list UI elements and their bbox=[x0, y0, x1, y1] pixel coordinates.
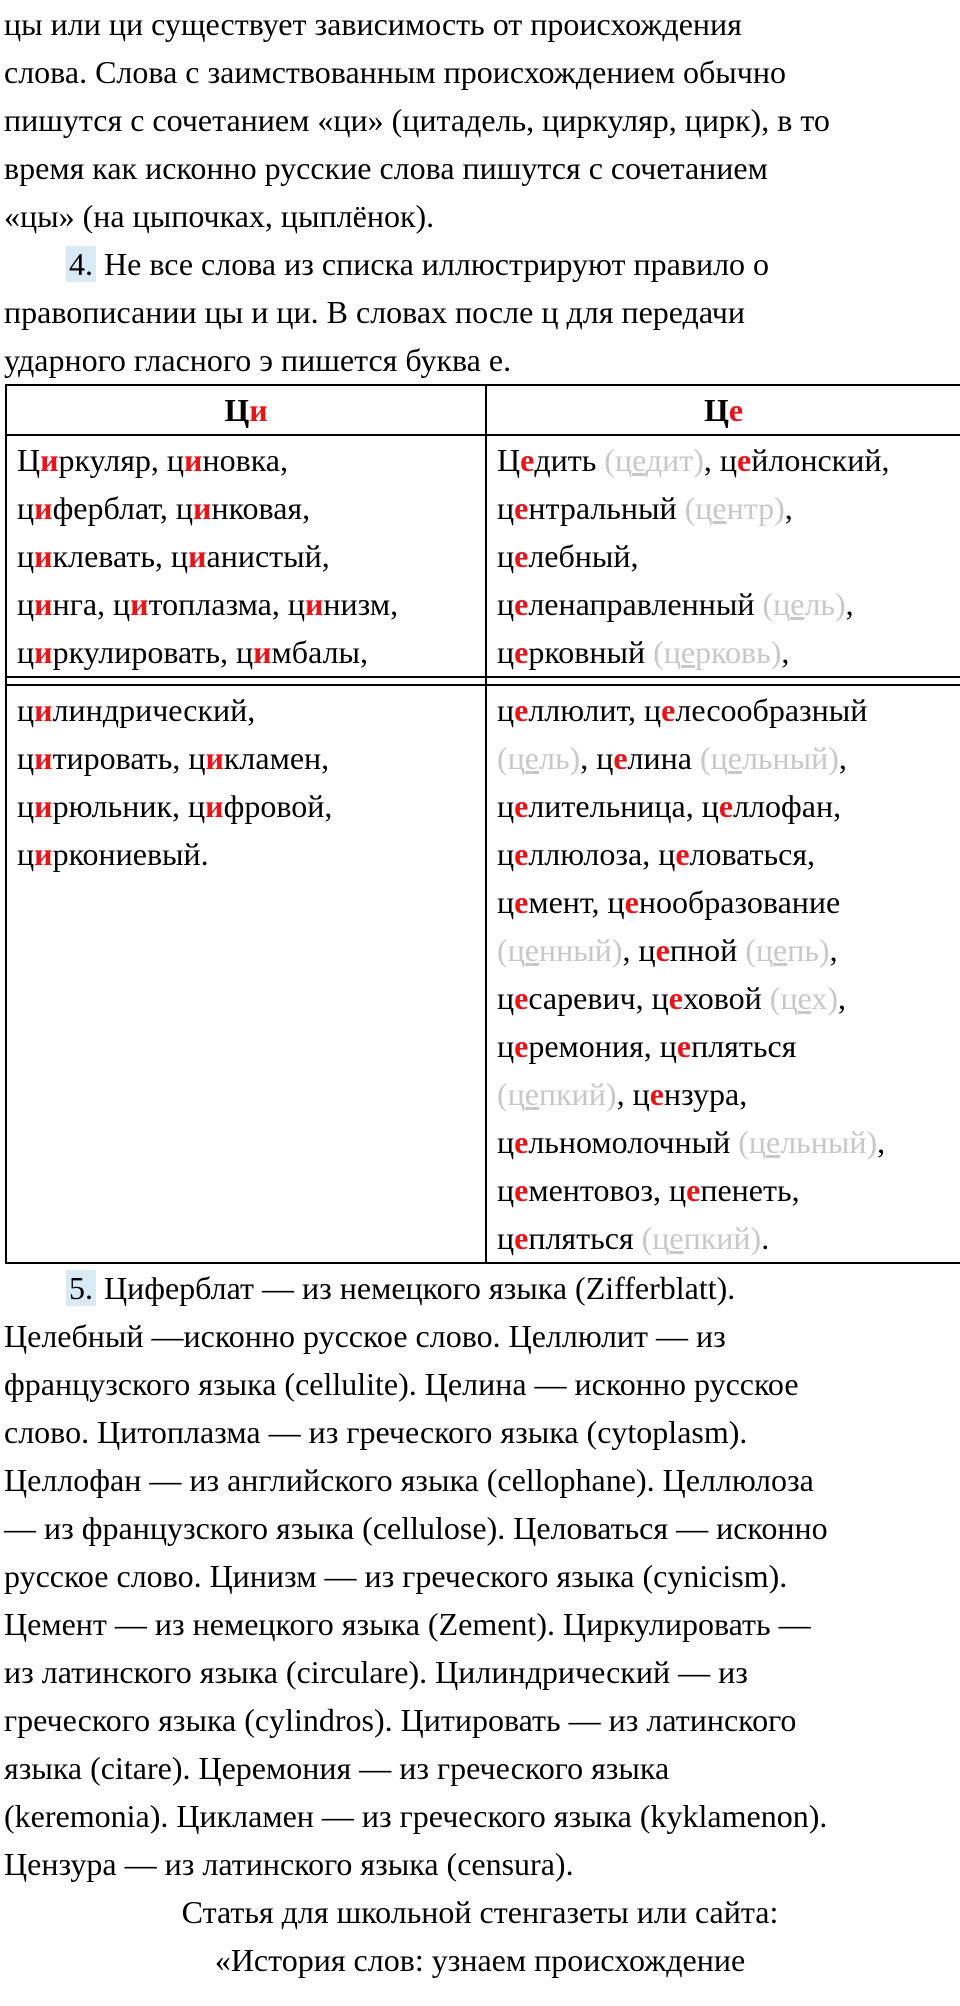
word-line bbox=[17, 686, 475, 734]
word-text: пляться bbox=[691, 1028, 797, 1064]
highlighted-vowel: е bbox=[520, 442, 535, 478]
word-line bbox=[497, 974, 950, 1022]
word-text: ц bbox=[497, 1172, 515, 1208]
word-text: ц bbox=[497, 980, 515, 1016]
highlighted-vowel: и bbox=[304, 586, 324, 622]
word-text: рюльник, ц bbox=[52, 788, 206, 824]
word-text: ловаться, bbox=[689, 836, 816, 872]
check-word: (ц bbox=[745, 932, 773, 968]
word-text: нга, ц bbox=[52, 586, 131, 622]
word-text: пенеть, bbox=[700, 1172, 800, 1208]
highlighted-vowel: е bbox=[514, 538, 529, 574]
check-word: (ц bbox=[769, 980, 798, 1016]
highlighted-vowel: и bbox=[34, 538, 53, 574]
word-line bbox=[497, 532, 950, 580]
word-text: лебный, bbox=[528, 538, 639, 574]
word-line bbox=[17, 734, 475, 782]
highlighted-vowel: и bbox=[34, 788, 53, 824]
check-word-vowel: е bbox=[790, 586, 805, 622]
word-line bbox=[497, 1070, 950, 1118]
highlighted-vowel: и bbox=[34, 836, 53, 872]
word-line bbox=[497, 1214, 950, 1262]
check-word: пкий) bbox=[538, 1076, 617, 1112]
check-word: (ц bbox=[684, 490, 713, 526]
check-word: льный) bbox=[741, 740, 839, 776]
highlighted-vowel: е bbox=[514, 1220, 529, 1256]
word-text: ц bbox=[497, 1220, 515, 1256]
highlighted-vowel: е bbox=[661, 692, 676, 728]
word-text: , ц bbox=[616, 1076, 650, 1112]
highlighted-vowel: е bbox=[655, 932, 670, 968]
intro-line: время как исконно русские слова пишутся с сочетанием bbox=[4, 150, 768, 186]
tsi-words-cell-1 bbox=[6, 435, 486, 677]
highlighted-vowel: е bbox=[514, 1172, 529, 1208]
check-word: нный) bbox=[538, 932, 623, 968]
intro-paragraph bbox=[4, 0, 956, 240]
word-text: нковая, bbox=[211, 490, 311, 526]
check-word-vowel: е bbox=[766, 1124, 781, 1160]
table-row bbox=[6, 435, 960, 677]
word-text: нообразование bbox=[638, 884, 841, 920]
word-text: лесообразный bbox=[675, 692, 868, 728]
check-word: (ц bbox=[497, 740, 525, 776]
word-text: топлазма, ц bbox=[148, 586, 305, 622]
word-text: ц bbox=[497, 884, 515, 920]
word-line bbox=[497, 830, 950, 878]
highlighted-vowel: и bbox=[130, 586, 149, 622]
highlighted-vowel: и bbox=[34, 634, 53, 670]
task-4-continuation bbox=[4, 288, 956, 384]
word-line bbox=[497, 878, 950, 926]
word-text: льномолочный bbox=[528, 1124, 739, 1160]
word-text: линдрический, bbox=[52, 692, 256, 728]
task-5-line: языка (citare). Церемония — из греческого языка bbox=[4, 1750, 670, 1786]
word-text: лина bbox=[627, 740, 700, 776]
tse-words-cell-2 bbox=[486, 685, 960, 1263]
word-line bbox=[17, 830, 475, 878]
task-5-continuation bbox=[4, 1312, 956, 1888]
table-gap bbox=[6, 677, 960, 685]
word-text: ц bbox=[17, 586, 35, 622]
word-text: ремония, ц bbox=[528, 1028, 677, 1064]
word-text: ленаправленный bbox=[528, 586, 763, 622]
check-word: (ц bbox=[497, 1076, 525, 1112]
highlighted-vowel: е bbox=[514, 836, 529, 872]
word-line bbox=[497, 782, 950, 830]
intro-line: цы или ци существует зависимость от происхождения bbox=[4, 6, 742, 42]
tse-words-cell-1 bbox=[486, 435, 960, 677]
check-word: (ц bbox=[641, 1220, 670, 1256]
word-text: , ц bbox=[622, 932, 656, 968]
task-5-number: 5. bbox=[66, 1270, 96, 1306]
highlighted-vowel: е bbox=[514, 884, 529, 920]
word-text: пляться bbox=[528, 1220, 642, 1256]
highlighted-vowel: и bbox=[253, 634, 272, 670]
word-text: , bbox=[845, 586, 854, 622]
word-text: пной bbox=[669, 932, 746, 968]
task-4-number: 4. bbox=[66, 246, 96, 282]
word-text: ц bbox=[497, 538, 515, 574]
highlighted-vowel: е bbox=[514, 788, 529, 824]
task-5-line: французского языка (cellulite). Целина — исконно русское bbox=[4, 1366, 799, 1402]
word-line bbox=[497, 1166, 950, 1214]
check-word: льный) bbox=[780, 1124, 878, 1160]
word-line bbox=[497, 436, 950, 484]
table-header-row bbox=[6, 385, 960, 435]
header-tsi: Ци bbox=[6, 385, 486, 435]
task-5-line: слово. Цитоплазма — из греческого языка (cytoplasm). bbox=[4, 1414, 748, 1450]
highlighted-vowel: е bbox=[514, 586, 529, 622]
check-word: (ц bbox=[738, 1124, 766, 1160]
word-text: низм, bbox=[323, 586, 399, 622]
task-5-paragraph bbox=[4, 1264, 956, 1312]
highlighted-vowel: е bbox=[675, 836, 690, 872]
check-word-vowel: е bbox=[712, 490, 727, 526]
word-text: , bbox=[838, 740, 847, 776]
word-line bbox=[17, 580, 475, 628]
task-5-line: (keremonia). Цикламен — из греческого языка (kyklamenon). bbox=[4, 1798, 828, 1834]
highlighted-vowel: и bbox=[184, 442, 203, 478]
word-text: , bbox=[829, 932, 838, 968]
word-line bbox=[497, 628, 950, 676]
highlighted-vowel: и bbox=[205, 788, 224, 824]
word-text: ц bbox=[17, 740, 35, 776]
task-5-line: — из французского языка (cellulose). Целоваться — исконно bbox=[4, 1510, 828, 1546]
word-text: мбалы, bbox=[271, 634, 369, 670]
word-text: нзура, bbox=[663, 1076, 748, 1112]
footer-line: Статья для школьной стенгазеты или сайта: bbox=[181, 1894, 779, 1930]
check-word-vowel: е bbox=[680, 634, 696, 670]
check-word: пь) bbox=[787, 932, 830, 968]
word-text: ц bbox=[17, 634, 35, 670]
word-text: дить bbox=[534, 442, 605, 478]
highlighted-vowel: е bbox=[514, 634, 529, 670]
highlighted-vowel: и bbox=[193, 490, 212, 526]
intro-line: пишутся с сочетанием «ци» (цитадель, циркуляр, цирк), в то bbox=[4, 102, 830, 138]
word-text: нтральный bbox=[528, 490, 685, 526]
word-text: ц bbox=[497, 692, 515, 728]
word-text: ментовоз, ц bbox=[528, 1172, 687, 1208]
word-text: ц bbox=[17, 538, 35, 574]
word-text: йлонский, bbox=[751, 442, 890, 478]
check-word: ль) bbox=[804, 586, 846, 622]
word-text: ллюлит, ц bbox=[528, 692, 662, 728]
word-text: ркуляр, ц bbox=[58, 442, 185, 478]
highlighted-vowel: е bbox=[718, 788, 734, 824]
intro-line: слова. Слова с заимствованным происхождением обычно bbox=[4, 54, 786, 90]
task-5-line: греческого языка (cylindros). Цитировать — из латинского bbox=[4, 1702, 797, 1738]
highlighted-vowel: и bbox=[40, 442, 59, 478]
word-text: . bbox=[761, 1220, 770, 1256]
word-text: ркониевый. bbox=[52, 836, 209, 872]
word-line bbox=[17, 782, 475, 830]
word-text: , bbox=[784, 490, 793, 526]
word-line bbox=[497, 580, 950, 628]
check-word: нтр) bbox=[726, 490, 785, 526]
highlighted-vowel: и bbox=[34, 740, 53, 776]
word-text: ллофан, bbox=[733, 788, 842, 824]
word-text: ц bbox=[17, 692, 35, 728]
word-text: , ц bbox=[703, 442, 738, 478]
task-4-line: ударного гласного э пишется буква е. bbox=[4, 342, 512, 378]
highlighted-vowel: и bbox=[34, 490, 53, 526]
word-text: ц bbox=[17, 490, 35, 526]
check-word-vowel: е bbox=[773, 932, 788, 968]
check-word: (ц bbox=[762, 586, 791, 622]
word-text: ркулировать, ц bbox=[52, 634, 254, 670]
word-text: ц bbox=[497, 1124, 515, 1160]
highlighted-vowel: е bbox=[737, 442, 752, 478]
spelling-table bbox=[5, 384, 960, 1264]
footer-heading bbox=[4, 1888, 956, 1984]
check-word-vowel: е bbox=[524, 1076, 539, 1112]
check-word-vowel: е bbox=[669, 1220, 684, 1256]
highlighted-vowel: е bbox=[676, 1028, 692, 1064]
task-5-line: из латинского языка (circulare). Цилиндрический — из bbox=[4, 1654, 748, 1690]
word-line bbox=[497, 1022, 950, 1070]
highlighted-vowel: е bbox=[514, 1124, 529, 1160]
word-text: анистый, bbox=[206, 538, 330, 574]
word-text: ц bbox=[17, 788, 35, 824]
word-text: ховой bbox=[682, 980, 770, 1016]
task-5-line: Цензура — из латинского языка (censura). bbox=[4, 1846, 574, 1882]
word-text: Ц bbox=[17, 442, 41, 478]
check-word: (ц bbox=[699, 740, 728, 776]
word-text: ц bbox=[497, 490, 515, 526]
word-text: Ц bbox=[497, 442, 521, 478]
word-line bbox=[497, 484, 950, 532]
check-word: (ц bbox=[653, 634, 681, 670]
task-5-text-line: Циферблат — из немецкого языка (Zifferblatt). bbox=[96, 1270, 736, 1306]
word-line bbox=[17, 628, 475, 676]
word-line bbox=[17, 532, 475, 580]
word-text: ллюлоза, ц bbox=[528, 836, 676, 872]
tsi-words-cell-2 bbox=[6, 685, 486, 1263]
task-4-text-line: Не все слова из списка иллюстрируют правило о bbox=[96, 246, 770, 282]
check-word-vowel: е bbox=[524, 740, 539, 776]
highlighted-vowel: и bbox=[34, 586, 53, 622]
word-text: кламен, bbox=[223, 740, 330, 776]
word-line bbox=[17, 436, 475, 484]
word-text: мент, ц bbox=[528, 884, 625, 920]
highlighted-vowel: е bbox=[686, 1172, 701, 1208]
task-5-line: Цемент — из немецкого языка (Zement). Циркулировать — bbox=[4, 1606, 811, 1642]
word-text: фровой, bbox=[223, 788, 333, 824]
check-word: (ц bbox=[604, 442, 633, 478]
task-5-line: Целебный —исконно русское слово. Целлюлит — из bbox=[4, 1318, 726, 1354]
word-text: ферблат, ц bbox=[52, 490, 194, 526]
word-text: саревич, ц bbox=[528, 980, 669, 1016]
word-text: , bbox=[838, 980, 846, 1016]
check-word: пкий) bbox=[683, 1220, 762, 1256]
word-line bbox=[17, 484, 475, 532]
header-tse: Це bbox=[486, 385, 960, 435]
highlighted-vowel: е bbox=[514, 980, 529, 1016]
check-word-vowel: е bbox=[727, 740, 742, 776]
check-word-vowel: е bbox=[797, 980, 812, 1016]
highlighted-vowel: и bbox=[34, 692, 53, 728]
word-text: новка, bbox=[202, 442, 288, 478]
highlighted-vowel: е bbox=[514, 692, 529, 728]
word-line bbox=[497, 1118, 950, 1166]
highlighted-vowel: и bbox=[188, 538, 207, 574]
word-text: ц bbox=[497, 586, 515, 622]
check-word: ль) bbox=[538, 740, 581, 776]
word-text: , bbox=[781, 634, 790, 670]
word-text: тировать, ц bbox=[52, 740, 206, 776]
check-word: х) bbox=[811, 980, 838, 1016]
highlighted-vowel: е bbox=[624, 884, 639, 920]
highlighted-vowel: и bbox=[205, 740, 224, 776]
footer-line: «История слов: узнаем происхождение bbox=[214, 1942, 746, 1978]
check-word: дит) bbox=[645, 442, 704, 478]
intro-line: «цы» (на цыпочках, цыплёнок). bbox=[4, 198, 435, 234]
word-text: , bbox=[877, 1124, 886, 1160]
table-row bbox=[6, 685, 960, 1263]
word-line bbox=[497, 686, 950, 734]
word-text: ц bbox=[17, 836, 35, 872]
task-5-line: русское слово. Цинизм — из греческого языка (cynicism). bbox=[4, 1558, 788, 1594]
word-line bbox=[497, 734, 950, 782]
check-word: (ц bbox=[497, 932, 525, 968]
word-text: ц bbox=[497, 836, 515, 872]
check-word: рковь) bbox=[695, 634, 782, 670]
highlighted-vowel: е bbox=[514, 1028, 529, 1064]
word-line bbox=[497, 926, 950, 974]
task-5-line: Целлофан — из английского языка (cellophane). Целлюлоза bbox=[4, 1462, 814, 1498]
highlighted-vowel: е bbox=[514, 490, 529, 526]
word-text: ц bbox=[497, 1028, 515, 1064]
highlighted-vowel: е bbox=[613, 740, 628, 776]
task-4-line: правописании цы и ци. В словах после ц для передачи bbox=[4, 294, 745, 330]
highlighted-vowel: е bbox=[668, 980, 683, 1016]
highlighted-vowel: е bbox=[649, 1076, 664, 1112]
word-text: клевать, ц bbox=[52, 538, 189, 574]
word-text: , ц bbox=[580, 740, 614, 776]
check-word-vowel: е bbox=[524, 932, 539, 968]
word-text: лительница, ц bbox=[528, 788, 719, 824]
word-text: ц bbox=[497, 634, 515, 670]
task-4-paragraph bbox=[4, 240, 956, 288]
check-word-vowel: е bbox=[632, 442, 646, 478]
word-text: ц bbox=[497, 788, 515, 824]
word-text: рковный bbox=[528, 634, 654, 670]
